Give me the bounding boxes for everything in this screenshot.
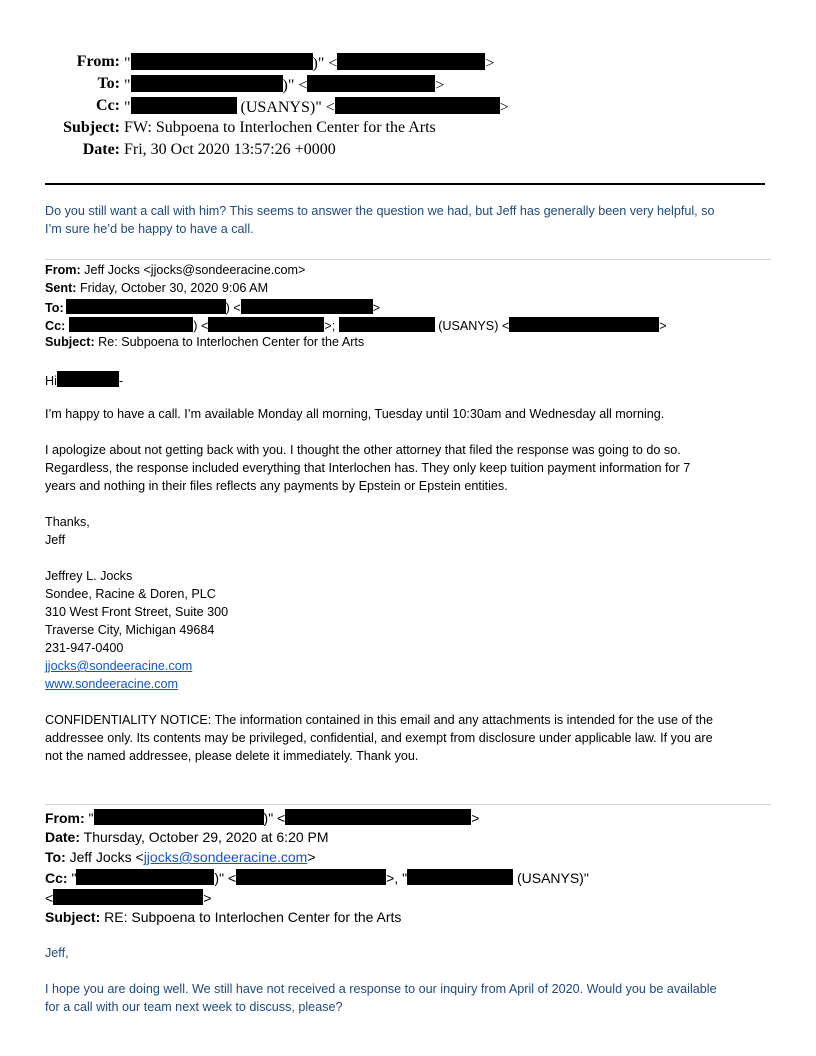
reply-cc-row	[45, 317, 667, 333]
reply-subject-value: Re: Subpoena to Interlochen Center for the Arts	[94, 335, 365, 349]
redaction-bar	[57, 371, 119, 387]
reply-subject-row	[45, 335, 364, 349]
redaction-bar	[131, 97, 237, 114]
redaction-bar	[307, 75, 435, 92]
forward-note-line: I’m sure he’d be happy to have a call.	[45, 222, 254, 236]
header-cc-mid: (USANYS)" <	[236, 99, 335, 116]
redaction-bar	[407, 869, 513, 885]
redaction-bar	[131, 53, 313, 70]
greeting-dash: -	[118, 374, 124, 388]
signature-city: Traverse City, Michigan 49684	[45, 623, 215, 637]
original-from-open: "	[84, 810, 94, 826]
reply-closing: Thanks,	[45, 515, 90, 529]
original-to-close: >	[307, 849, 316, 865]
reply-sent-label: Sent:	[45, 281, 77, 295]
original-to-row	[45, 849, 316, 865]
original-cc-label: Cc:	[45, 870, 68, 886]
confidentiality-line: not the named addressee, please delete it immediately. Thank you.	[45, 749, 419, 763]
original-cc-open: <	[45, 890, 54, 906]
header-cc-label: Cc:	[96, 97, 120, 114]
redaction-bar	[335, 97, 500, 114]
confidentiality-line: CONFIDENTIALITY NOTICE: The information contained in this email and any attachments is intended for the use of the	[45, 713, 714, 727]
header-date-label: Date:	[82, 141, 120, 158]
signature-name: Jeffrey L. Jocks	[45, 569, 133, 583]
signature-email-link[interactable]: jjocks@sondeeracine.com	[45, 659, 193, 673]
redaction-bar	[337, 53, 485, 70]
header-divider	[45, 183, 765, 185]
header-to-label: To:	[97, 75, 120, 92]
header-from-mid: )" <	[312, 55, 338, 72]
original-to-value: Jeff Jocks <	[65, 849, 144, 865]
reply-to-label: To:	[45, 301, 64, 315]
header-date-value: Fri, 30 Oct 2020 13:57:26 +0000	[124, 141, 336, 158]
original-body-line: for a call with our team next week to discuss, please?	[45, 1000, 343, 1014]
header-to-close: >	[435, 77, 445, 94]
signature-firm: Sondee, Racine & Doren, PLC	[45, 587, 216, 601]
header-subject-label: Subject:	[63, 119, 120, 136]
original-cc-mid: )" <	[214, 870, 237, 886]
reply-paragraph: I’m happy to have a call. I’m available Monday all morning, Tuesday until 10:30am and Wednesday all morning.	[45, 407, 665, 421]
header-to-row	[0, 75, 816, 95]
reply-sent-value: Friday, October 30, 2020 9:06 AM	[76, 281, 269, 295]
redaction-bar	[131, 75, 283, 92]
reply-sign: Jeff	[45, 533, 66, 547]
header-to-open: "	[124, 77, 131, 94]
forward-note-line: Do you still want a call with him? This seems to answer the question we had, but Jeff has generally been very helpful, so	[45, 204, 715, 218]
reply-to-mid: ) <	[225, 301, 241, 315]
redaction-bar	[509, 317, 659, 332]
redaction-bar	[208, 317, 324, 332]
reply-cc-label: Cc:	[45, 319, 66, 333]
header-from-row	[0, 53, 816, 73]
original-cc-mid: (USANYS)"	[513, 870, 589, 886]
original-to-label: To:	[45, 849, 66, 865]
redaction-bar	[76, 869, 214, 885]
header-cc-close: >	[499, 99, 509, 116]
header-subject-row	[0, 119, 816, 139]
header-date-row	[0, 141, 816, 161]
header-cc-row	[0, 97, 816, 117]
reply-cc-mid: ) <	[193, 319, 209, 333]
reply-sent-row	[45, 281, 268, 295]
original-date-value: Thursday, October 29, 2020 at 6:20 PM	[80, 829, 329, 845]
original-subject-label: Subject:	[45, 909, 101, 925]
header-subject-value: FW: Subpoena to Interlochen Center for the Arts	[124, 119, 436, 136]
reply-to-row	[45, 299, 380, 315]
redaction-bar	[69, 317, 193, 332]
redaction-bar	[241, 299, 373, 314]
original-cc-mid: >, "	[386, 870, 408, 886]
confidentiality-line: addressee only. Its contents may be privileged, confidential, and exempt from disclosure under applicable law. If you are	[45, 731, 713, 745]
message-divider	[45, 259, 771, 260]
redaction-bar	[66, 299, 226, 314]
original-cc-row	[45, 869, 589, 886]
header-from-label: From:	[76, 53, 120, 70]
redaction-bar	[94, 809, 264, 825]
original-cc-open: "	[67, 870, 77, 886]
reply-cc-mid: (USANYS) <	[434, 319, 510, 333]
message-divider	[45, 804, 771, 805]
signature-street: 310 West Front Street, Suite 300	[45, 605, 229, 619]
reply-subject-label: Subject:	[45, 335, 95, 349]
original-cc-row-continued	[45, 889, 211, 906]
original-cc-close: >	[203, 890, 212, 906]
original-greeting: Jeff,	[45, 946, 69, 960]
reply-from-row	[45, 263, 305, 277]
greeting-text: Hi	[45, 374, 57, 388]
original-from-close: >	[471, 810, 480, 826]
redaction-bar	[339, 317, 435, 332]
reply-paragraph-line: years and nothing in their files reflects any payments by Epstein or Epstein entities.	[45, 479, 508, 493]
reply-cc-close: >	[659, 319, 667, 333]
reply-from-value: Jeff Jocks <jjocks@sondeeracine.com>	[80, 263, 306, 277]
redaction-bar	[53, 889, 203, 905]
reply-from-label: From:	[45, 263, 81, 277]
header-cc-open: "	[124, 99, 131, 116]
original-from-row	[45, 809, 479, 826]
original-date-label: Date:	[45, 829, 81, 845]
signature-phone: 231-947-0400	[45, 641, 124, 655]
header-from-open: "	[124, 55, 131, 72]
reply-to-close: >	[372, 301, 381, 315]
original-to-email-link[interactable]: jjocks@sondeeracine.com	[143, 849, 308, 865]
reply-cc-mid: >;	[324, 319, 339, 333]
original-subject-row	[45, 909, 401, 925]
header-from-close: >	[485, 55, 495, 72]
redaction-bar	[285, 809, 471, 825]
reply-paragraph-line: Regardless, the response included everything that Interlochen has. They only keep tuition payment information for 7	[45, 461, 691, 475]
reply-paragraph-line: I apologize about not getting back with you. I thought the other attorney that filed the response was going to do so.	[45, 443, 681, 457]
original-body-line: I hope you are doing well. We still have not received a response to our inquiry from April of 2020. Would you be available	[45, 982, 717, 996]
header-to-mid: )" <	[282, 77, 308, 94]
original-date-row	[45, 829, 329, 845]
redaction-bar	[236, 869, 386, 885]
signature-website-link[interactable]: www.sondeeracine.com	[45, 677, 178, 691]
original-subject-value: RE: Subpoena to Interlochen Center for the Arts	[100, 909, 402, 925]
reply-greeting	[45, 371, 123, 388]
original-from-label: From:	[45, 810, 85, 826]
original-from-mid: )" <	[263, 810, 286, 826]
